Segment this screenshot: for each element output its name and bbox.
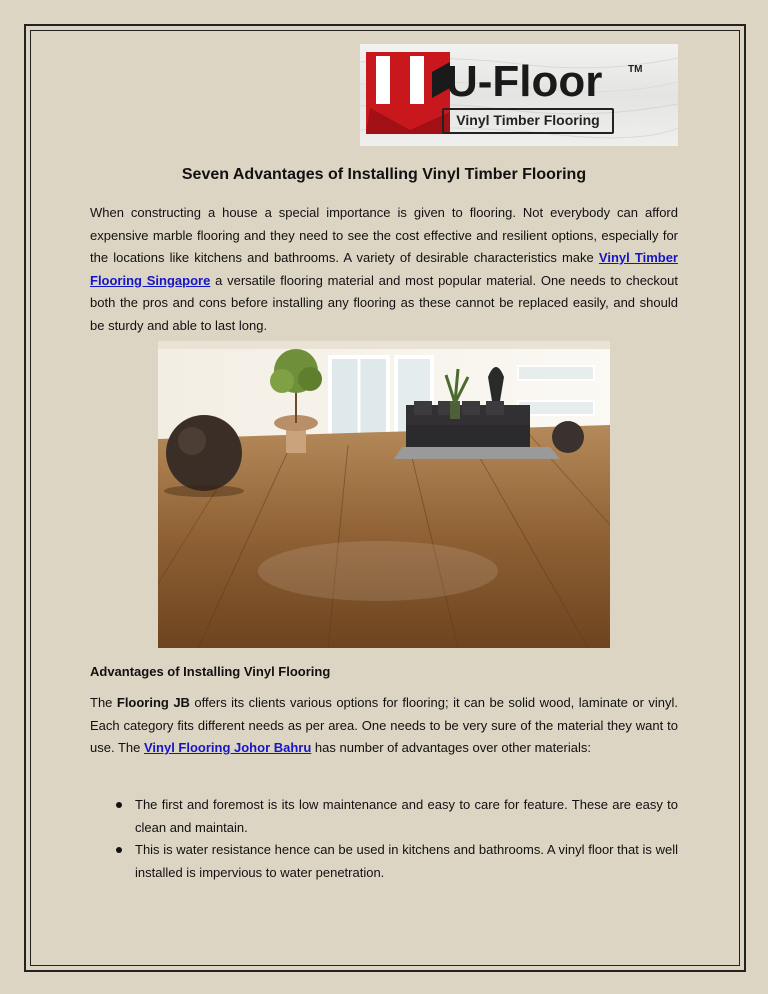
list-item [90,839,678,884]
list-item [90,794,678,839]
vinyl-timber-flooring-singapore-link[interactable]: Vinyl Timber Flooring Singapore [90,250,678,288]
vinyl-flooring-johor-bahru-link[interactable]: Vinyl Flooring Johor Bahru [143,740,312,755]
section-text-start: The [90,695,117,710]
u-floor-shield-icon [366,52,450,134]
room-photo-image [158,341,610,648]
logo-tagline: Vinyl Timber Flooring [442,108,614,134]
section-text-middle: offers its clients various options for flooring; it can be solid wood, laminate or vinyl. Each category fits different needs as per area. One needs to be very sure of the material they want to use. The [90,695,678,755]
logo-name: U-Floor [446,57,603,106]
trademark-symbol: TM [628,64,643,75]
room-photo [158,341,610,648]
u-floor-logo [360,44,678,146]
bullet-icon [116,847,122,853]
list-item-text: This is water resistance hence can be used in kitchens and bathrooms. A vinyl floor that is well installed is impervious to water penetration. [135,842,678,880]
intro-text-start: When constructing a house a special importance is given to flooring. Not everybody can afford expensive marble flooring and they need to see the cost effective and resilient options, especially for the locations like kitchens and bathrooms. A variety of desirable characteristics make [90,205,678,265]
flooring-jb-name: Flooring JB [116,695,190,710]
advantages-list [90,794,678,884]
intro-paragraph [90,202,678,337]
section-paragraph [90,692,678,760]
bullet-icon [116,802,122,808]
section-text-end: has number of advantages over other materials: [311,740,591,755]
list-item-text: The first and foremost is its low maintenance and easy to care for feature. These are easy to clean and maintain. [135,797,678,835]
section-heading: Advantages of Installing Vinyl Flooring [90,664,331,679]
intro-text-end: a versatile flooring material and most popular material. One needs to checkout both the pros and cons before installing any flooring as these cannot be replaced easily, and should be sturdy and able to last long. [90,272,678,333]
page-title: Seven Advantages of Installing Vinyl Timber Flooring [181,166,587,183]
